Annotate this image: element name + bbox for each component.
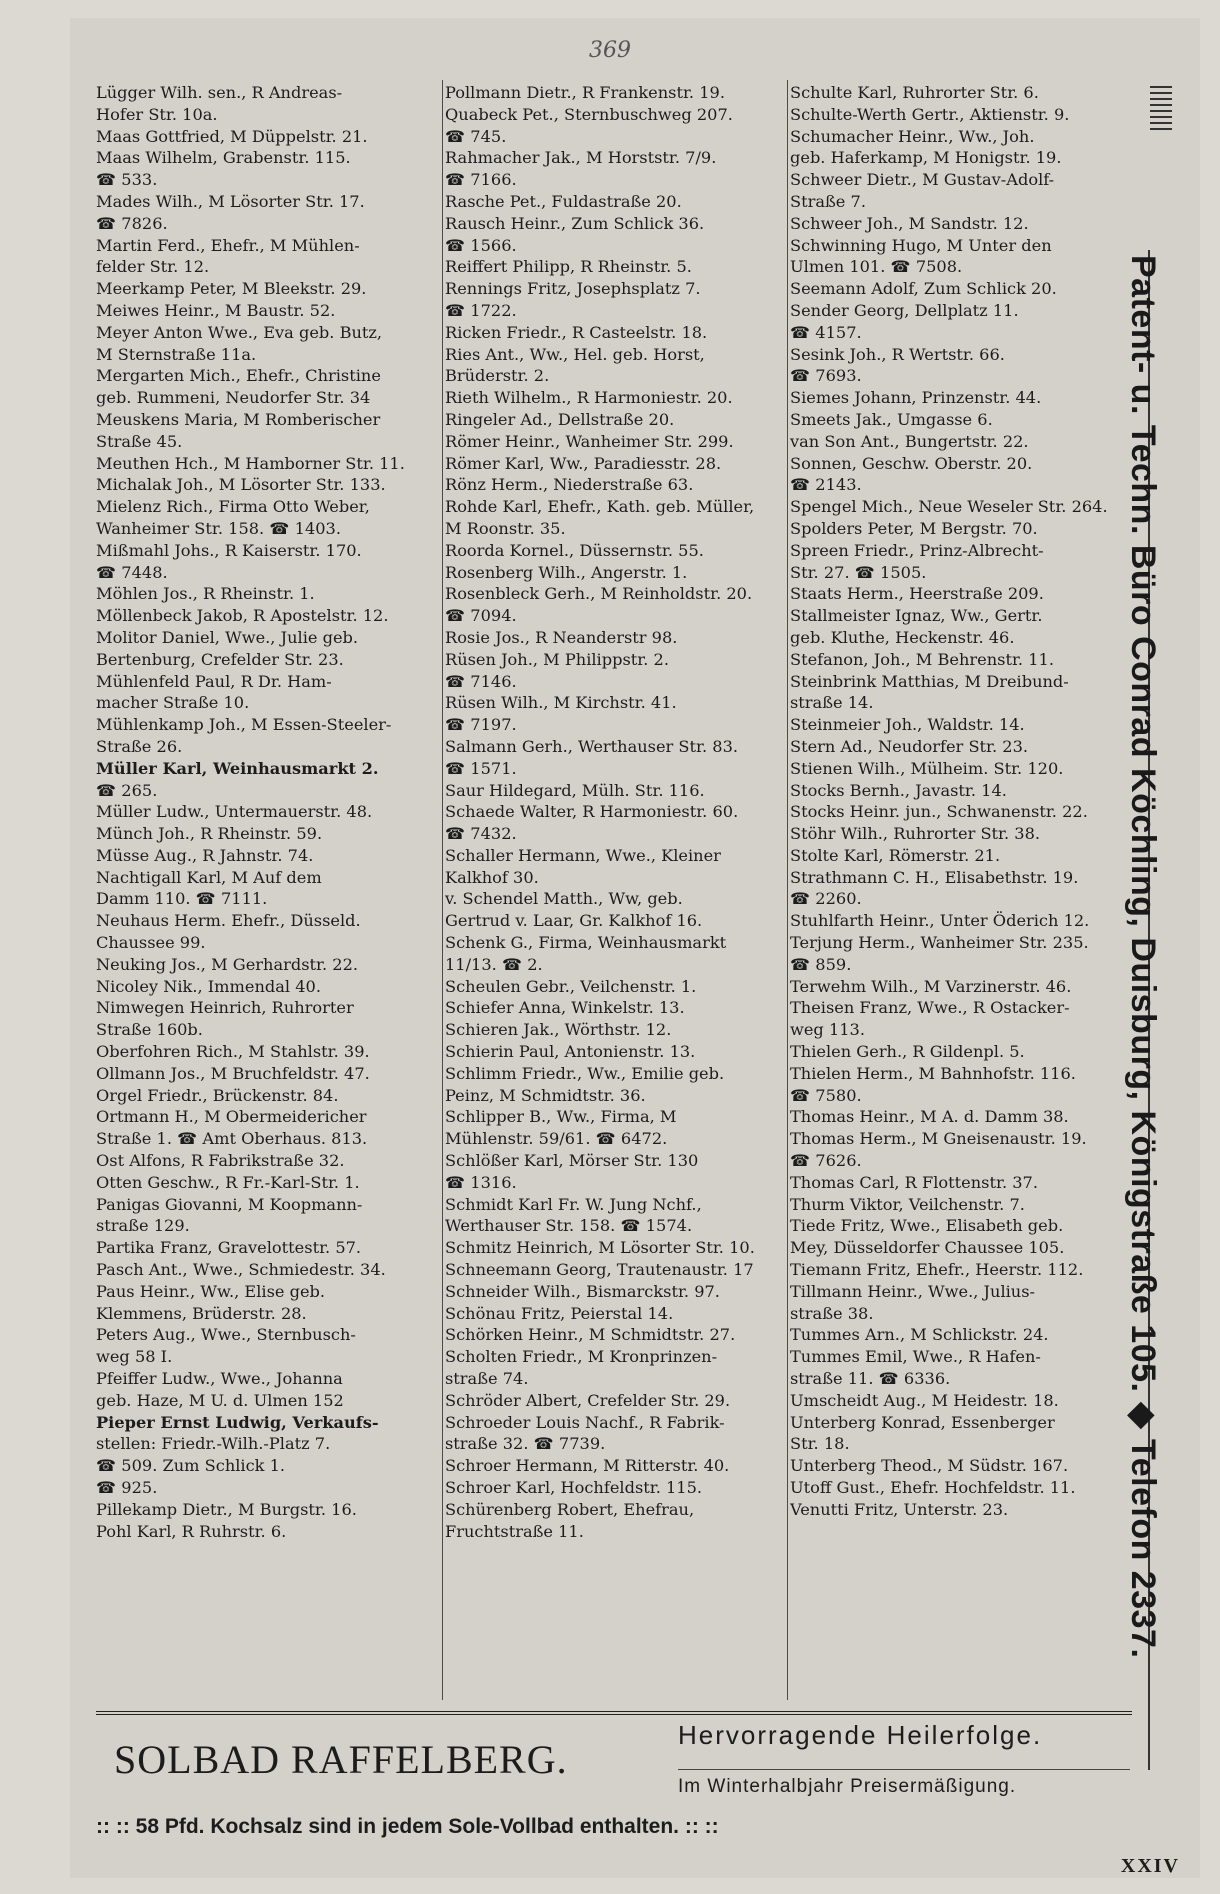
solbad-brand: SOLBAD RAFFELBERG. bbox=[114, 1737, 568, 1782]
side-advertisement: Patent- u. Techn. Büro Conrad Köchling, Duisburg, Königstraße 105. ◆ Telefon 2337. bbox=[1124, 255, 1162, 1659]
directory-entry-line: straße 14. bbox=[790, 693, 874, 713]
directory-entry-line: Quabeck Pet., Sternbuschweg 207. bbox=[445, 104, 733, 124]
directory-entry-line: Schaede Walter, R Harmoniestr. 60. bbox=[445, 802, 739, 822]
directory-entry-line: Unterberg Konrad, Essenberger bbox=[790, 1412, 1055, 1432]
directory-entry-line: Rosie Jos., R Neanderstr 98. bbox=[445, 627, 678, 647]
directory-entry-line: Rosenbleck Gerh., M Reinholdstr. 20. bbox=[445, 584, 753, 604]
directory-entry-line: Schulte-Werth Gertr., Aktienstr. 9. bbox=[790, 104, 1070, 124]
directory-entry-line: Wanheimer Str. 158. ☎ 1403. bbox=[96, 518, 341, 538]
directory-entry-line: Mey, Düsseldorfer Chaussee 105. bbox=[790, 1238, 1065, 1258]
directory-entry-line: ☎ 859. bbox=[790, 954, 852, 974]
directory-entry-line: weg 58 I. bbox=[96, 1347, 173, 1367]
directory-entry-line: Pillekamp Dietr., M Burgstr. 16. bbox=[96, 1499, 357, 1519]
directory-entry-line: Meiwes Heinr., M Baustr. 52. bbox=[96, 300, 336, 320]
directory-entry-line: Ringeler Ad., Dellstraße 20. bbox=[445, 409, 675, 429]
directory-entry-line: Pollmann Dietr., R Frankenstr. 19. bbox=[445, 83, 725, 102]
directory-entry-line: Stolte Karl, Römerstr. 21. bbox=[790, 845, 1001, 865]
column-divider bbox=[442, 80, 443, 1700]
directory-entry-line: Schulte Karl, Ruhrorter Str. 6. bbox=[790, 83, 1039, 102]
directory-entry-line: Spengel Mich., Neue Weseler Str. 264. bbox=[790, 497, 1108, 517]
directory-entry-line: ☎ 2260. bbox=[790, 889, 862, 909]
ad-footer-line: :: :: 58 Pfd. Kochsalz sind in jedem Sole-Vollbad enthalten. :: :: bbox=[96, 1815, 719, 1838]
directory-entry-line: Thomas Heinr., M A. d. Damm 38. bbox=[790, 1107, 1069, 1127]
directory-entry-line: Paus Heinr., Ww., Elise geb. bbox=[96, 1281, 326, 1301]
directory-entry-line: Schlipper B., Ww., Firma, M bbox=[445, 1107, 677, 1127]
directory-entry-line: ☎ 7626. bbox=[790, 1151, 862, 1171]
directory-entry-line: Str. 27. ☎ 1505. bbox=[790, 562, 927, 582]
directory-entry-line: Hofer Str. 10a. bbox=[96, 104, 218, 124]
directory-entry-line: Sonnen, Geschw. Oberstr. 20. bbox=[790, 453, 1033, 473]
directory-entry-line: ☎ 4157. bbox=[790, 322, 862, 342]
directory-entry-line: Straße 160b. bbox=[96, 1020, 203, 1040]
directory-entry-line: Möllenbeck Jakob, R Apostelstr. 12. bbox=[96, 606, 389, 626]
decorative-bars bbox=[1150, 82, 1172, 242]
directory-entry-line: Müller Karl, Weinhausmarkt 2. bbox=[96, 758, 379, 778]
directory-entry-line: Scheulen Gebr., Veilchenstr. 1. bbox=[445, 976, 697, 996]
directory-entry-line: Mielenz Rich., Firma Otto Weber, bbox=[96, 497, 370, 517]
directory-entry-line: Strathmann C. H., Elisabethstr. 19. bbox=[790, 867, 1079, 887]
directory-entry-line: felder Str. 12. bbox=[96, 257, 210, 277]
directory-entry-line: ☎ 509. Zum Schlick 1. bbox=[96, 1456, 286, 1476]
directory-entry-line: Panigas Giovanni, M Koopmann- bbox=[96, 1194, 363, 1214]
directory-entry-line: Thurm Viktor, Veilchenstr. 7. bbox=[790, 1194, 1025, 1214]
directory-entry-line: Thomas Herm., M Gneisenaustr. 19. bbox=[790, 1129, 1087, 1149]
directory-entry-line: Straße 7. bbox=[790, 191, 866, 211]
directory-entry-line: Venutti Fritz, Unterstr. 23. bbox=[790, 1499, 1009, 1519]
directory-entry-line: Schweer Joh., M Sandstr. 12. bbox=[790, 213, 1029, 233]
directory-entry-line: Ries Ant., Ww., Hel. geb. Horst, bbox=[445, 344, 705, 364]
directory-entry-line: Schroeder Louis Nachf., R Fabrik- bbox=[445, 1412, 725, 1432]
page-number: 369 bbox=[589, 38, 631, 63]
directory-entry-line: Mißmahl Johs., R Kaiserstr. 170. bbox=[96, 540, 362, 560]
directory-entry-line: Oberfohren Rich., M Stahlstr. 39. bbox=[96, 1042, 370, 1062]
directory-entry-line: Staats Herm., Heerstraße 209. bbox=[790, 584, 1044, 604]
directory-entry-line: Stocks Heinr. jun., Schwanenstr. 22. bbox=[790, 802, 1088, 822]
directory-entry-line: Chaussee 99. bbox=[96, 933, 206, 953]
directory-entry-line: ☎ 7693. bbox=[790, 366, 862, 386]
directory-entry-line: Pfeiffer Ludw., Wwe., Johanna bbox=[96, 1369, 343, 1389]
directory-entry-line: Tiede Fritz, Wwe., Elisabeth geb. bbox=[790, 1216, 1064, 1236]
directory-entry-line: Römer Karl, Ww., Paradiesstr. 28. bbox=[445, 453, 722, 473]
directory-entry-line: Salmann Gerh., Werthauser Str. 83. bbox=[445, 736, 739, 756]
directory-entry-line: Tummes Arn., M Schlickstr. 24. bbox=[790, 1325, 1049, 1345]
directory-entry-line: Orgel Friedr., Brückenstr. 84. bbox=[96, 1085, 339, 1105]
directory-entry-line: ☎ 7166. bbox=[445, 170, 517, 190]
directory-entry-line: Schröder Albert, Crefelder Str. 29. bbox=[445, 1390, 731, 1410]
directory-entry-line: v. Schendel Matth., Ww, geb. bbox=[445, 889, 683, 909]
directory-entry-line: Rosenberg Wilh., Angerstr. 1. bbox=[445, 562, 688, 582]
directory-entry-line: Rüsen Wilh., M Kirchstr. 41. bbox=[445, 693, 677, 713]
directory-entry-line: Seemann Adolf, Zum Schlick 20. bbox=[790, 279, 1057, 299]
directory-entry-line: Schneider Wilh., Bismarckstr. 97. bbox=[445, 1281, 720, 1301]
directory-entry-line: Rausch Heinr., Zum Schlick 36. bbox=[445, 213, 705, 233]
directory-entry-line: Tummes Emil, Wwe., R Hafen- bbox=[790, 1347, 1041, 1367]
directory-entry-line: Meyer Anton Wwe., Eva geb. Butz, bbox=[96, 322, 383, 342]
directory-entry-line: Pasch Ant., Wwe., Schmiedestr. 34. bbox=[96, 1260, 386, 1280]
directory-entry-line: Nicoley Nik., Immendal 40. bbox=[96, 976, 321, 996]
directory-entry-line: Ost Alfons, R Fabrikstraße 32. bbox=[96, 1151, 345, 1171]
directory-entry-line: ☎ 1722. bbox=[445, 300, 517, 320]
directory-entry-line: Spreen Friedr., Prinz-Albrecht- bbox=[790, 540, 1044, 560]
directory-entry-line: Thielen Herm., M Bahnhofstr. 116. bbox=[790, 1063, 1076, 1083]
directory-entry-line: geb. Rummeni, Neudorfer Str. 34 bbox=[96, 388, 371, 408]
directory-entry-line: Kalkhof 30. bbox=[445, 867, 539, 887]
directory-entry-line: Müsse Aug., R Jahnstr. 74. bbox=[96, 845, 314, 865]
directory-entry-line: Münch Joh., R Rheinstr. 59. bbox=[96, 824, 323, 844]
directory-entry-line: Schumacher Heinr., Ww., Joh. bbox=[790, 126, 1035, 146]
divider-rule bbox=[96, 1711, 1132, 1715]
directory-entry-line: Schierin Paul, Antonienstr. 13. bbox=[445, 1042, 696, 1062]
directory-entry-line: straße 129. bbox=[96, 1216, 190, 1236]
sheet-label: XXIV bbox=[1120, 1855, 1180, 1877]
directory-entry-line: Schweer Dietr., M Gustav-Adolf- bbox=[790, 170, 1055, 190]
directory-entry-line: Siemes Johann, Prinzenstr. 44. bbox=[790, 388, 1042, 408]
directory-entry-line: macher Straße 10. bbox=[96, 693, 250, 713]
directory-entry-line: Steinmeier Joh., Waldstr. 14. bbox=[790, 715, 1025, 735]
directory-entry-line: Gertrud v. Laar, Gr. Kalkhof 16. bbox=[445, 911, 703, 931]
directory-entry-line: ☎ 533. bbox=[96, 170, 158, 190]
directory-entry-line: ☎ 7146. bbox=[445, 671, 517, 691]
directory-entry-line: Thomas Carl, R Flottenstr. 37. bbox=[790, 1172, 1038, 1192]
directory-entry-line: Straße 45. bbox=[96, 431, 183, 451]
directory-entry-line: Nimwegen Heinrich, Ruhrorter bbox=[96, 998, 354, 1018]
directory-entry-line: Mühlenstr. 59/61. ☎ 6472. bbox=[445, 1129, 668, 1149]
ad-subline: Im Winterhalbjahr Preisermäßigung. bbox=[678, 1769, 1130, 1798]
directory-entry-line: Mades Wilh., M Lösorter Str. 17. bbox=[96, 191, 365, 211]
directory-entry-line: Partika Franz, Gravelottestr. 57. bbox=[96, 1238, 362, 1258]
directory-entry-line: Stern Ad., Neudorfer Str. 23. bbox=[790, 736, 1029, 756]
directory-entry-line: ☎ 7094. bbox=[445, 606, 517, 626]
directory-entry-line: Maas Wilhelm, Grabenstr. 115. bbox=[96, 148, 351, 168]
directory-entry-line: Smeets Jak., Umgasse 6. bbox=[790, 409, 993, 429]
directory-entry-line: Spolders Peter, M Bergstr. 70. bbox=[790, 518, 1038, 538]
directory-entry-line: Stienen Wilh., Mülheim. Str. 120. bbox=[790, 758, 1064, 778]
directory-entry-line: Roorda Kornel., Düssernstr. 55. bbox=[445, 540, 704, 560]
directory-entry-line: Schieren Jak., Wörthstr. 12. bbox=[445, 1020, 672, 1040]
directory-entry-line: Peinz, M Schmidtstr. 36. bbox=[445, 1085, 646, 1105]
directory-entry-line: Thielen Gerh., R Gildenpl. 5. bbox=[790, 1042, 1025, 1062]
directory-entry-line: ☎ 7432. bbox=[445, 824, 517, 844]
directory-entry-line: Schaller Hermann, Wwe., Kleiner bbox=[445, 845, 721, 865]
directory-entry-line: ☎ 7580. bbox=[790, 1085, 862, 1105]
directory-entry-line: Otten Geschw., R Fr.-Karl-Str. 1. bbox=[96, 1172, 360, 1192]
directory-entry-line: ☎ 7448. bbox=[96, 562, 168, 582]
directory-entry-line: ☎ 1316. bbox=[445, 1172, 517, 1192]
directory-entry-line: Stöhr Wilh., Ruhrorter Str. 38. bbox=[790, 824, 1041, 844]
directory-entry-line: Damm 110. ☎ 7111. bbox=[96, 889, 268, 909]
directory-column-2 bbox=[445, 82, 788, 1542]
directory-entry-line: Mühlenfeld Paul, R Dr. Ham- bbox=[96, 671, 332, 691]
directory-entry-line: ☎ 265. bbox=[96, 780, 158, 800]
directory-entry-line: Rahmacher Jak., M Horststr. 7/9. bbox=[445, 148, 717, 168]
directory-entry-line: ☎ 745. bbox=[445, 126, 507, 146]
directory-entry-line: Unterberg Theod., M Südstr. 167. bbox=[790, 1456, 1069, 1476]
directory-entry-line: Peters Aug., Wwe., Sternbusch- bbox=[96, 1325, 356, 1345]
directory-entry-line: geb. Kluthe, Heckenstr. 46. bbox=[790, 627, 1015, 647]
directory-entry-line: Schlimm Friedr., Ww., Emilie geb. bbox=[445, 1063, 725, 1083]
directory-entry-line: Stuhlfarth Heinr., Unter Öderich 12. bbox=[790, 911, 1090, 931]
directory-entry-line: Lügger Wilh. sen., R Andreas- bbox=[96, 83, 343, 102]
directory-entry-line: Umscheidt Aug., M Heidestr. 18. bbox=[790, 1390, 1059, 1410]
directory-entry-line: Str. 18. bbox=[790, 1434, 850, 1454]
directory-entry-line: Schürenberg Robert, Ehefrau, bbox=[445, 1499, 695, 1519]
directory-entry-line: Schmidt Karl Fr. W. Jung Nchf., bbox=[445, 1194, 702, 1214]
directory-entry-line: Rennings Fritz, Josephsplatz 7. bbox=[445, 279, 701, 299]
directory-entry-line: Rönz Herm., Niederstraße 63. bbox=[445, 475, 694, 495]
directory-entry-line: ☎ 1571. bbox=[445, 758, 517, 778]
directory-entry-line: Saur Hildegard, Mülh. Str. 116. bbox=[445, 780, 705, 800]
directory-entry-line: straße 74. bbox=[445, 1369, 529, 1389]
directory-entry-line: Rohde Karl, Ehefr., Kath. geb. Müller, bbox=[445, 497, 755, 517]
directory-entry-line: Molitor Daniel, Wwe., Julie geb. bbox=[96, 627, 359, 647]
directory-entry-line: Meuthen Hch., M Hamborner Str. 11. bbox=[96, 453, 405, 473]
directory-entry-line: geb. Haferkamp, M Honigstr. 19. bbox=[790, 148, 1062, 168]
directory-entry-line: straße 32. ☎ 7739. bbox=[445, 1434, 606, 1454]
directory-entry-line: Tillmann Heinr., Wwe., Julius- bbox=[790, 1281, 1036, 1301]
directory-entry-line: Steinbrink Matthias, M Dreibund- bbox=[790, 671, 1069, 691]
directory-entry-line: Schwinning Hugo, M Unter den bbox=[790, 235, 1052, 255]
directory-entry-line: Stallmeister Ignaz, Ww., Gertr. bbox=[790, 606, 1043, 626]
directory-entry-line: van Son Ant., Bungertstr. 22. bbox=[790, 431, 1029, 451]
directory-entry-line: Theisen Franz, Wwe., R Ostacker- bbox=[790, 998, 1070, 1018]
directory-entry-line: Möhlen Jos., R Rheinstr. 1. bbox=[96, 584, 315, 604]
directory-entry-line: Pohl Karl, R Ruhrstr. 6. bbox=[96, 1521, 287, 1541]
directory-entry-line: Ricken Friedr., R Casteelstr. 18. bbox=[445, 322, 708, 342]
directory-entry-line: Schenk G., Firma, Weinhausmarkt bbox=[445, 933, 727, 953]
directory-entry-line: Scholten Friedr., M Kronprinzen- bbox=[445, 1347, 718, 1367]
directory-entry-line: ☎ 2143. bbox=[790, 475, 862, 495]
bottom-advertisement bbox=[96, 1720, 1132, 1840]
directory-entry-line: Straße 26. bbox=[96, 736, 183, 756]
directory-entry-line: Römer Heinr., Wanheimer Str. 299. bbox=[445, 431, 734, 451]
directory-entry-line: 11/13. ☎ 2. bbox=[445, 954, 543, 974]
directory-entry-line: Terjung Herm., Wanheimer Str. 235. bbox=[790, 933, 1089, 953]
directory-entry-line: stellen: Friedr.-Wilh.-Platz 7. bbox=[96, 1434, 331, 1454]
directory-entry-line: Werthauser Str. 158. ☎ 1574. bbox=[445, 1216, 693, 1236]
directory-entry-line: Meuskens Maria, M Romberischer bbox=[96, 409, 381, 429]
column-divider bbox=[787, 80, 788, 1700]
ad-right-block bbox=[678, 1720, 1130, 1798]
directory-entry-line: M Sternstraße 11a. bbox=[96, 344, 257, 364]
directory-entry-line: straße 38. bbox=[790, 1303, 874, 1323]
directory-entry-line: Rieth Wilhelm., R Harmoniestr. 20. bbox=[445, 388, 733, 408]
directory-entry-line: Schroer Hermann, M Ritterstr. 40. bbox=[445, 1456, 730, 1476]
directory-entry-line: Utoff Gust., Ehefr. Hochfeldstr. 11. bbox=[790, 1478, 1076, 1497]
directory-entry-line: straße 11. ☎ 6336. bbox=[790, 1369, 951, 1389]
directory-entry-line: weg 113. bbox=[790, 1020, 865, 1040]
directory-entry-line: Rasche Pet., Fuldastraße 20. bbox=[445, 191, 682, 211]
directory-entry-line: Ortmann H., M Obermeidericher bbox=[96, 1107, 367, 1127]
directory-entry-line: Pieper Ernst Ludwig, Verkaufs- bbox=[96, 1412, 379, 1432]
directory-entry-line: M Roonstr. 35. bbox=[445, 518, 566, 538]
directory-entry-line: Martin Ferd., Ehefr., M Mühlen- bbox=[96, 235, 360, 255]
directory-entry-line: Schneemann Georg, Trautenaustr. 17 bbox=[445, 1260, 754, 1280]
directory-entry-line: Sesink Joh., R Wertstr. 66. bbox=[790, 344, 1005, 364]
directory-entry-line: Klemmens, Brüderstr. 28. bbox=[96, 1303, 307, 1323]
directory-entry-line: ☎ 1566. bbox=[445, 235, 517, 255]
directory-entry-line: Straße 1. ☎ Amt Oberhaus. 813. bbox=[96, 1129, 368, 1149]
directory-entry-line: Ollmann Jos., M Bruchfeldstr. 47. bbox=[96, 1063, 370, 1083]
directory-entry-line: Terwehm Wilh., M Varzinerstr. 46. bbox=[790, 976, 1072, 996]
directory-entry-line: Mergarten Mich., Ehefr., Christine bbox=[96, 366, 381, 386]
directory-entry-line: Rüsen Joh., M Philippstr. 2. bbox=[445, 649, 669, 669]
directory-entry-line: Stocks Bernh., Javastr. 14. bbox=[790, 780, 1007, 800]
directory-column-1 bbox=[96, 82, 438, 1542]
directory-entry-line: Maas Gottfried, M Düppelstr. 21. bbox=[96, 126, 368, 146]
directory-entry-line: Mühlenkamp Joh., M Essen-Steeler- bbox=[96, 715, 392, 735]
directory-entry-line: Neuhaus Herm. Ehefr., Düsseld. bbox=[96, 911, 361, 931]
directory-entry-line: ☎ 7197. bbox=[445, 715, 517, 735]
directory-entry-line: ☎ 925. bbox=[96, 1478, 158, 1497]
directory-entry-line: Nachtigall Karl, M Auf dem bbox=[96, 867, 322, 887]
directory-column-3 bbox=[790, 82, 1133, 1521]
directory-entry-line: geb. Haze, M U. d. Ulmen 152 bbox=[96, 1390, 344, 1410]
directory-entry-line: Schmitz Heinrich, M Lösorter Str. 10. bbox=[445, 1238, 755, 1258]
directory-entry-line: Reiffert Philipp, R Rheinstr. 5. bbox=[445, 257, 692, 277]
directory-entry-line: ☎ 7826. bbox=[96, 213, 168, 233]
directory-entry-line: Michalak Joh., M Lösorter Str. 133. bbox=[96, 475, 386, 495]
directory-entry-line: Schroer Karl, Hochfeldstr. 115. bbox=[445, 1478, 703, 1497]
ad-headline: Hervorragende Heilerfolge. bbox=[678, 1720, 1043, 1750]
directory-entry-line: Müller Ludw., Untermauerstr. 48. bbox=[96, 802, 373, 822]
directory-entry-line: Schörken Heinr., M Schmidtstr. 27. bbox=[445, 1325, 736, 1345]
directory-entry-line: Brüderstr. 2. bbox=[445, 366, 550, 386]
directory-entry-line: Bertenburg, Crefelder Str. 23. bbox=[96, 649, 344, 669]
directory-entry-line: Meerkamp Peter, M Bleekstr. 29. bbox=[96, 279, 367, 299]
directory-entry-line: Tiemann Fritz, Ehefr., Heerstr. 112. bbox=[790, 1260, 1084, 1280]
directory-entry-line: Sender Georg, Dellplatz 11. bbox=[790, 300, 1019, 320]
directory-entry-line: Neuking Jos., M Gerhardstr. 22. bbox=[96, 954, 359, 974]
directory-entry-line: Stefanon, Joh., M Behrenstr. 11. bbox=[790, 649, 1054, 669]
directory-entry-line: Schlößer Karl, Mörser Str. 130 bbox=[445, 1151, 699, 1171]
directory-entry-line: Schiefer Anna, Winkelstr. 13. bbox=[445, 998, 685, 1018]
directory-entry-line: Fruchtstraße 11. bbox=[445, 1521, 584, 1541]
directory-entry-line: Schönau Fritz, Peierstal 14. bbox=[445, 1303, 674, 1323]
directory-entry-line: Ulmen 101. ☎ 7508. bbox=[790, 257, 963, 277]
